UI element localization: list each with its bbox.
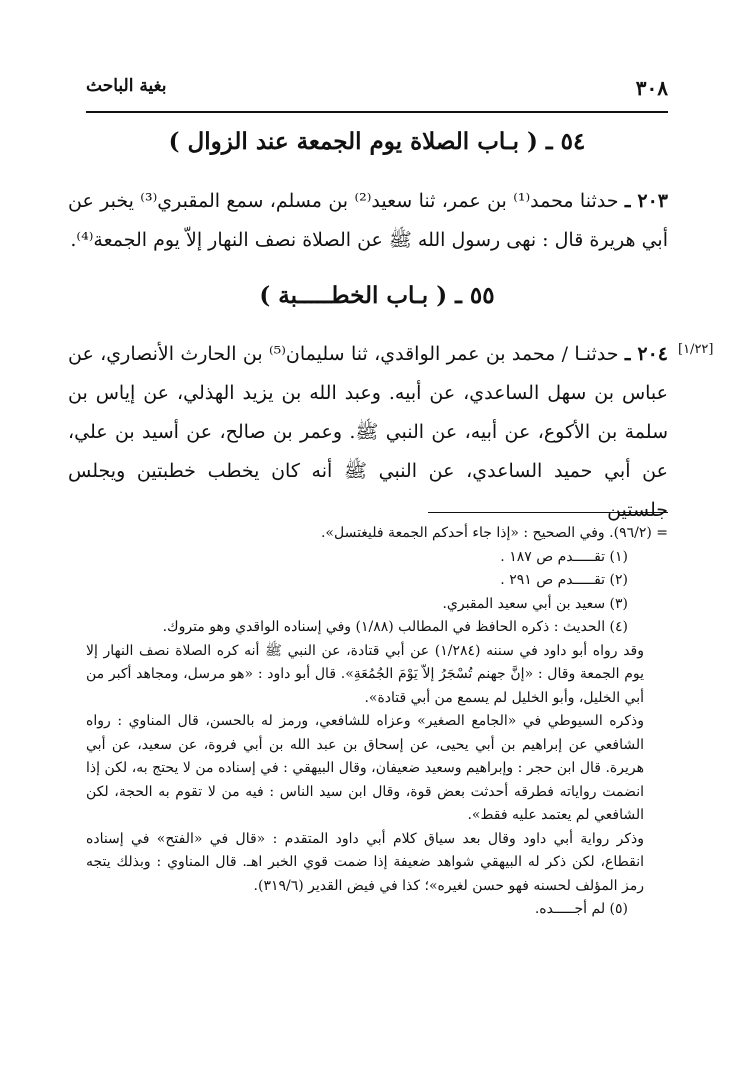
header-rule <box>86 111 668 113</box>
footnote-5: (٥) لم أجـــــده. <box>534 901 628 917</box>
footnote-rule <box>428 512 668 513</box>
footnote-1: (١) تقـــــدم ص ١٨٧ . <box>500 548 628 565</box>
chapter-54-title: ٥٤ ـ ( بـاب الصلاة يوم الجمعة عند الزوال ) <box>168 128 586 155</box>
hadith-204-text: حدثنـا / محمد بن عمر الواقدي، ثنا سليمان⁽⁵⁾ بن الحارث الأنصاري، عن عباس بن سهل الساعدي، عن أبيه. وعبد الله بن يزيد الهذلي، عن إياس بن سلمة بن الأكوع، عن أبيه، عن النبي ﷺ. وعمر بن صالح، عن أسيد بن علي، عن أبي حميد الساعدي، عن النبي ﷺ أنه كان يخطب خطبتين ويجلس جلستين <box>68 343 668 521</box>
manuscript-folio-ref: [١/٢٢] <box>678 342 714 357</box>
page-number: ٣٠٨ <box>635 76 668 100</box>
footnote-2: (٢) تقـــــدم ص ٢٩١ . <box>500 572 628 588</box>
chapter-55-title: ٥٥ ـ ( بـاب الخطـــــبة ) <box>259 282 495 309</box>
hadith-203-text: حدثنا محمد⁽¹⁾ بن عمر، ثنا سعيد⁽²⁾ بن مسلم، سمع المقبري⁽³⁾ يخبر عن أبي هريرة قال : نهى رسول الله ﷺ عن الصلاة نصف النهار إلاّ يوم الجمعة⁽⁴⁾. <box>68 190 668 251</box>
footnote-4-paragraph-4: وذكر رواية أبي داود وقال بعد سياق كلام أبي داود المتقدم : «قال في «الفتح» في إسناده انقطاع، لكن ذكر له البيهقي شواهد ضعيفة إذا ضمت قوي الخبر اهـ. قال المناوي : وبذلك يتجه رمز المؤلف لحسنه فهو حسن لغيره»؛ كذا في فيض القدير (٣١٩/٦). <box>86 830 644 894</box>
hadith-203-number: ٢٠٣ ـ <box>624 190 668 212</box>
hadith-204 <box>68 335 668 530</box>
footnote-4-paragraph-3: وذكره السيوطي في «الجامع الصغير» وعزاه للشافعي، ورمز له بالحسن، قال المناوي : رواه الشافعي عن إبراهيم بن أبي يحيى، عن إسحاق بن عبد الله بن أبي فروة، عن سعيد، عن أبي هريرة. قال ابن حجر : وإبراهيم وسعيد ضعيفان، وقال البيهقي : في إسناده من لا يحتج به، لكن إذا انضمت رواياته فطرقه أحدثت بعض قوة، وقال ابن سيد الناس : فيه من لا تقوم به الحجة، لكن الشافعي لم يعتمد عليه فقط». <box>86 713 644 823</box>
hadith-204-number: ٢٠٤ ـ <box>624 343 668 365</box>
page-header <box>86 72 668 106</box>
footnote-3: (٣) سعيد بن أبي سعيد المقبري. <box>442 595 628 612</box>
footnotes <box>86 522 668 922</box>
running-title: بغية الباحث <box>86 76 167 96</box>
footnote-4-paragraph-2: وقد رواه أبو داود في سننه (١/٢٨٤) عن أبي قتادة، عن النبي ﷺ أنه كره الصلاة نصف النهار إلا يوم الجمعة وقال : «إنَّ جهنم تُسْجَرُ إلاّ يَوْمَ الجُمُعَةِ». قال أبو داود : «هو مرسل، ومجاهد أكبر من أبي الخليل، وأبو الخليل لم يسمع من أبي قتادة». <box>86 642 644 706</box>
footnote-continuation: = (٩٦/٢). وفي الصحيح : «إذا جاء أحدكم الجمعة فليغتسل». <box>320 525 668 541</box>
hadith-203 <box>68 182 668 260</box>
footnote-4: (٤) الحديث : ذكره الحافظ في المطالب (١/٨٨) وفي إسناده الواقدي وهو متروك. <box>162 619 628 635</box>
